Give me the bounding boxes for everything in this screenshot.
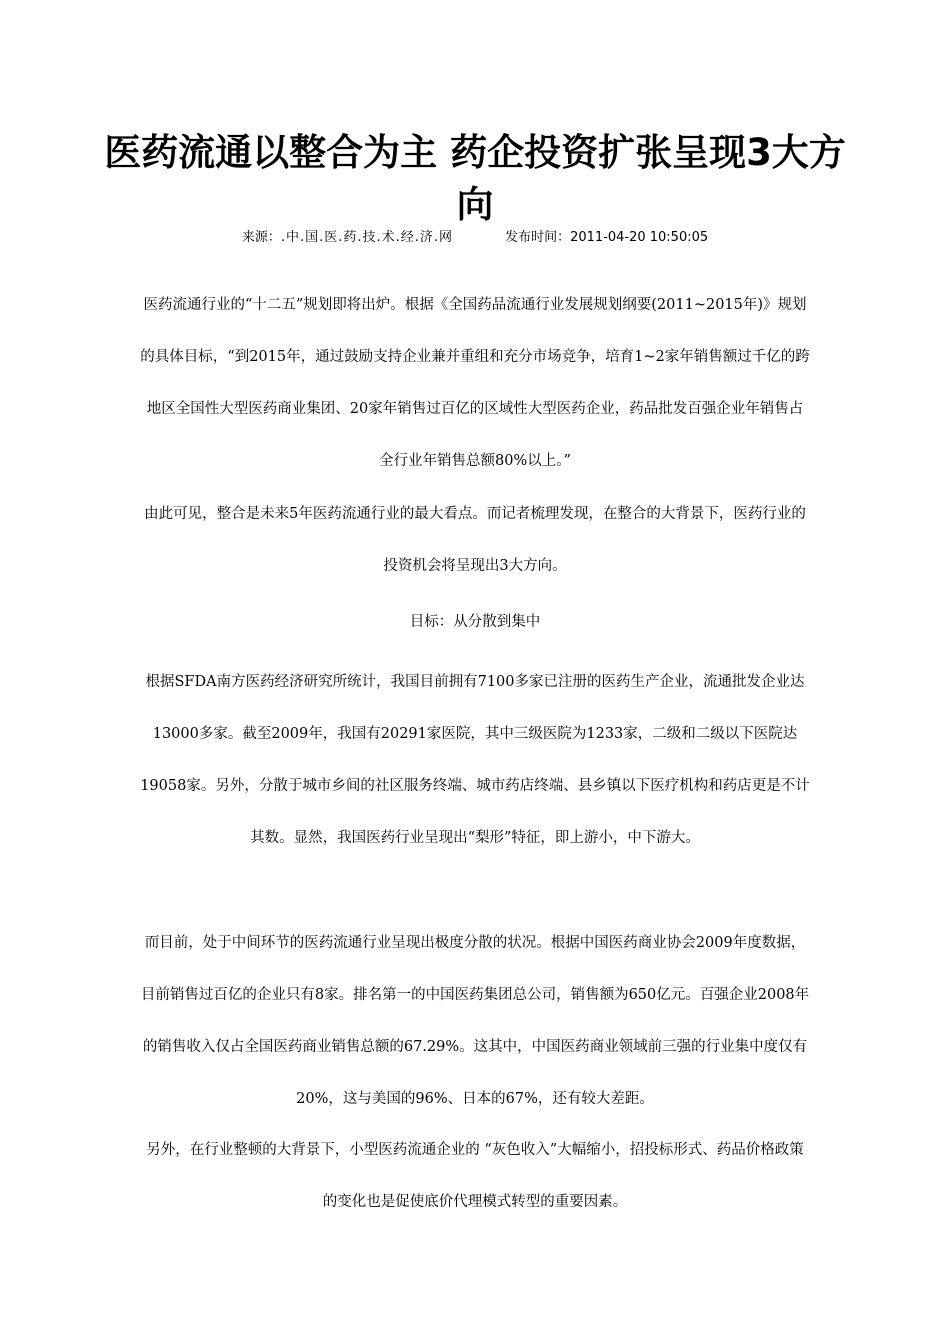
paragraph-concentration: 而目前，处于中间环节的医药流通行业呈现出极度分散的状况。根据中国医药商业协会2009年度数据，目前销售过百亿的企业只有8家。排名第一的中国医药集团总公司，销售额为650亿元。百强企业2008年的销售收入仅占全国医药商业销售总额的67.29%。这其中，中国医药商业领域前三强的行业集中度仅有20%，这与美国的96%、日本的67%，还有较大差距。: [140, 935, 810, 1107]
publish-time: 2011-04-20 10:50:05: [570, 230, 709, 245]
section-heading: 目标：从分散到集中: [409, 614, 541, 630]
paragraph-statistics: 根据SFDA南方医药经济研究所统计，我国目前拥有7100多家已注册的医药生产企业，流通批发企业达13000多家。截至2009年，我国有20291家医院，其中三级医院为1233家，二级和二级以下医院达19058家。另外，分散于城市乡间的社区服务终端、城市药店终端、县乡镇以下医疗机构和药店更是不计其数。显然，我国医药行业呈现出“梨形”特征，即上游小，中下游大。: [140, 674, 810, 846]
paragraph-summary: 由此可见，整合是未来5年医药流通行业的最大看点。而记者梳理发现，在整合的大背景下，医药行业的投资机会将呈现出3大方向。: [144, 506, 806, 574]
time-label: 发布时间：: [505, 230, 571, 245]
article-title: 医药流通以整合为主 药企投资扩张呈现3大方向: [104, 131, 846, 226]
paragraph-intro: 医药流通行业的“十二五”规划即将出炉。根据《全国药品流通行业发展规划纲要(2011~2015年)》规划的具体目标，“到2015年，通过鼓励支持企业兼并重组和充分市场竞争，培育1~2家年销售额过千亿的跨地区全国性大型医药商业集团、20家年销售过百亿的区域性大型医药企业，药品批发百强企业年销售占全行业年销售总额80%以上。”: [140, 297, 810, 469]
article-meta: [0, 228, 950, 247]
paragraph-outlook: 另外，在行业整顿的大背景下，小型医药流通企业的 “灰色收入”大幅缩小，招投标形式、药品价格政策的变化也是促使底价代理模式转型的重要因素。: [146, 1142, 804, 1210]
article-source: .中.国.医.药.技.术.经.济.网: [280, 230, 454, 245]
source-label: 来源：: [241, 230, 281, 245]
